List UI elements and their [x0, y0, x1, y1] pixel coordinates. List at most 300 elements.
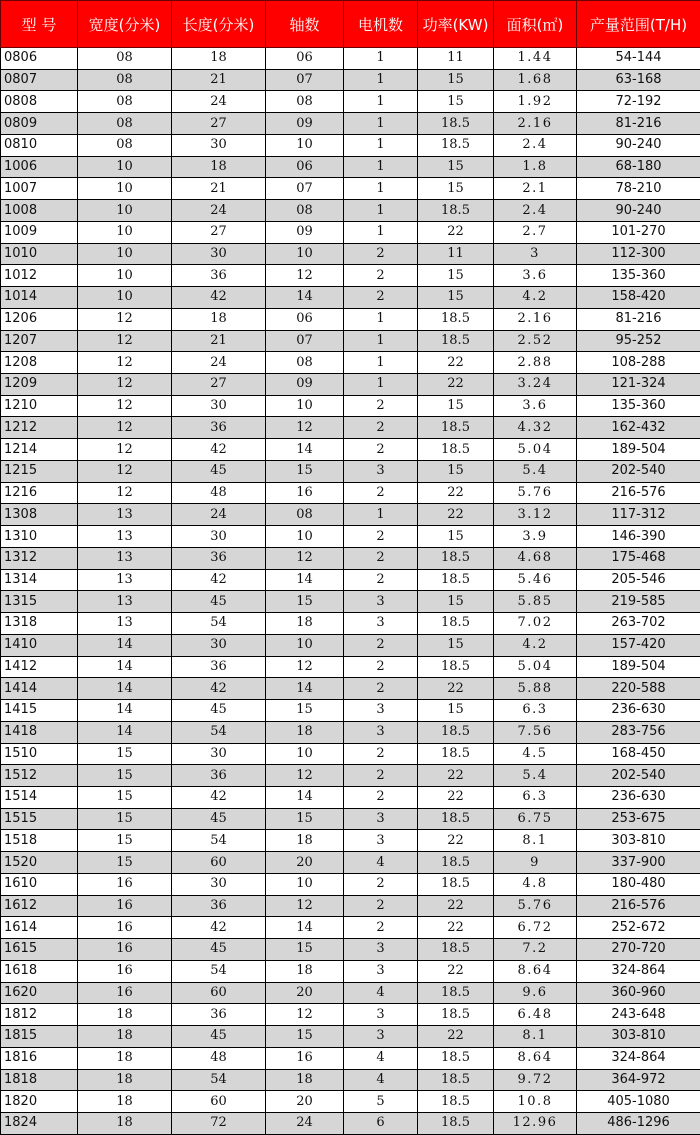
cell-model: 1014	[1, 287, 78, 309]
table-row	[1, 721, 700, 743]
cell-motors: 2	[344, 569, 418, 591]
cell-motors: 3	[344, 830, 418, 852]
cell-power: 18.5	[418, 852, 494, 874]
cell-axles: 09	[266, 374, 344, 396]
cell-axles: 09	[266, 221, 344, 243]
cell-power: 18.5	[418, 1004, 494, 1026]
cell-motors: 1	[344, 221, 418, 243]
table-row	[1, 482, 700, 504]
cell-axles: 12	[266, 895, 344, 917]
cell-power: 18.5	[418, 808, 494, 830]
cell-axles: 16	[266, 482, 344, 504]
table-row	[1, 591, 700, 613]
cell-model: 1318	[1, 613, 78, 635]
cell-width: 12	[78, 330, 172, 352]
cell-axles: 14	[266, 678, 344, 700]
cell-axles: 14	[266, 287, 344, 309]
cell-axles: 14	[266, 439, 344, 461]
cell-power: 22	[418, 960, 494, 982]
cell-width: 14	[78, 700, 172, 722]
cell-capacity: 158-420	[577, 287, 700, 309]
cell-length: 36	[172, 417, 266, 439]
cell-capacity: 108-288	[577, 352, 700, 374]
cell-width: 13	[78, 613, 172, 635]
cell-capacity: 54-144	[577, 48, 700, 70]
cell-area: 3.9	[494, 526, 577, 548]
cell-length: 30	[172, 526, 266, 548]
cell-axles: 06	[266, 156, 344, 178]
cell-width: 15	[78, 743, 172, 765]
cell-capacity: 360-960	[577, 982, 700, 1004]
cell-model: 0810	[1, 134, 78, 156]
cell-axles: 06	[266, 48, 344, 70]
cell-length: 30	[172, 395, 266, 417]
cell-axles: 18	[266, 721, 344, 743]
table-row	[1, 982, 700, 1004]
cell-motors: 1	[344, 156, 418, 178]
cell-motors: 2	[344, 743, 418, 765]
cell-power: 11	[418, 48, 494, 70]
cell-power: 15	[418, 526, 494, 548]
cell-length: 18	[172, 308, 266, 330]
cell-length: 36	[172, 547, 266, 569]
cell-length: 36	[172, 765, 266, 787]
cell-model: 1207	[1, 330, 78, 352]
cell-motors: 3	[344, 721, 418, 743]
cell-capacity: 486-1296	[577, 1112, 700, 1134]
table-row	[1, 765, 700, 787]
cell-motors: 4	[344, 982, 418, 1004]
cell-axles: 15	[266, 460, 344, 482]
cell-capacity: 405-1080	[577, 1091, 700, 1113]
table-row	[1, 743, 700, 765]
cell-area: 4.5	[494, 743, 577, 765]
cell-model: 1618	[1, 960, 78, 982]
cell-length: 54	[172, 613, 266, 635]
table-row	[1, 634, 700, 656]
cell-motors: 2	[344, 395, 418, 417]
cell-axles: 18	[266, 960, 344, 982]
cell-capacity: 112-300	[577, 243, 700, 265]
cell-length: 60	[172, 1091, 266, 1113]
cell-model: 1310	[1, 526, 78, 548]
cell-power: 18.5	[418, 613, 494, 635]
table-row	[1, 1047, 700, 1069]
table-row	[1, 960, 700, 982]
cell-width: 18	[78, 1004, 172, 1026]
cell-width: 12	[78, 395, 172, 417]
cell-axles: 12	[266, 656, 344, 678]
cell-model: 0807	[1, 69, 78, 91]
table-row	[1, 156, 700, 178]
cell-capacity: 270-720	[577, 939, 700, 961]
cell-power: 15	[418, 156, 494, 178]
cell-motors: 1	[344, 352, 418, 374]
header-capacity: 产量范围(T/H)	[577, 1, 700, 48]
cell-power: 18.5	[418, 330, 494, 352]
cell-motors: 2	[344, 482, 418, 504]
cell-motors: 5	[344, 1091, 418, 1113]
cell-width: 10	[78, 156, 172, 178]
cell-length: 30	[172, 743, 266, 765]
cell-length: 27	[172, 374, 266, 396]
cell-width: 16	[78, 895, 172, 917]
cell-length: 45	[172, 700, 266, 722]
cell-motors: 1	[344, 91, 418, 113]
cell-power: 22	[418, 917, 494, 939]
cell-motors: 2	[344, 656, 418, 678]
cell-width: 14	[78, 721, 172, 743]
cell-capacity: 78-210	[577, 178, 700, 200]
cell-axles: 12	[266, 417, 344, 439]
cell-area: 7.2	[494, 939, 577, 961]
cell-length: 45	[172, 591, 266, 613]
cell-capacity: 135-360	[577, 265, 700, 287]
cell-width: 08	[78, 48, 172, 70]
cell-axles: 20	[266, 982, 344, 1004]
cell-axles: 08	[266, 91, 344, 113]
cell-capacity: 216-576	[577, 482, 700, 504]
cell-motors: 1	[344, 330, 418, 352]
table-row	[1, 895, 700, 917]
cell-axles: 07	[266, 69, 344, 91]
cell-capacity: 81-216	[577, 113, 700, 135]
cell-axles: 08	[266, 200, 344, 222]
table-row	[1, 504, 700, 526]
cell-model: 1010	[1, 243, 78, 265]
cell-width: 16	[78, 982, 172, 1004]
cell-length: 48	[172, 1047, 266, 1069]
cell-width: 10	[78, 200, 172, 222]
cell-area: 2.52	[494, 330, 577, 352]
cell-width: 12	[78, 417, 172, 439]
cell-capacity: 95-252	[577, 330, 700, 352]
cell-model: 1615	[1, 939, 78, 961]
cell-model: 1214	[1, 439, 78, 461]
cell-length: 45	[172, 1026, 266, 1048]
cell-width: 15	[78, 808, 172, 830]
cell-width: 15	[78, 765, 172, 787]
cell-area: 2.16	[494, 113, 577, 135]
cell-axles: 10	[266, 873, 344, 895]
cell-model: 1510	[1, 743, 78, 765]
cell-width: 10	[78, 243, 172, 265]
cell-area: 8.64	[494, 960, 577, 982]
cell-width: 18	[78, 1047, 172, 1069]
cell-length: 45	[172, 939, 266, 961]
cell-capacity: 252-672	[577, 917, 700, 939]
table-row	[1, 113, 700, 135]
cell-axles: 14	[266, 786, 344, 808]
cell-area: 5.4	[494, 765, 577, 787]
table-row	[1, 134, 700, 156]
cell-model: 1208	[1, 352, 78, 374]
cell-area: 3.24	[494, 374, 577, 396]
cell-capacity: 243-648	[577, 1004, 700, 1026]
cell-length: 30	[172, 634, 266, 656]
cell-length: 36	[172, 1004, 266, 1026]
cell-capacity: 72-192	[577, 91, 700, 113]
cell-motors: 3	[344, 1026, 418, 1048]
cell-power: 22	[418, 482, 494, 504]
cell-motors: 2	[344, 417, 418, 439]
cell-axles: 10	[266, 395, 344, 417]
cell-axles: 12	[266, 765, 344, 787]
table-row	[1, 48, 700, 70]
cell-motors: 2	[344, 765, 418, 787]
cell-power: 11	[418, 243, 494, 265]
table-row	[1, 786, 700, 808]
cell-capacity: 364-972	[577, 1069, 700, 1091]
cell-model: 1206	[1, 308, 78, 330]
cell-power: 18.5	[418, 547, 494, 569]
cell-capacity: 253-675	[577, 808, 700, 830]
cell-axles: 10	[266, 526, 344, 548]
cell-model: 1820	[1, 1091, 78, 1113]
cell-axles: 12	[266, 265, 344, 287]
cell-model: 0809	[1, 113, 78, 135]
cell-capacity: 157-420	[577, 634, 700, 656]
cell-area: 1.92	[494, 91, 577, 113]
cell-power: 18.5	[418, 1112, 494, 1134]
cell-length: 18	[172, 156, 266, 178]
cell-area: 1.44	[494, 48, 577, 70]
cell-axles: 15	[266, 1026, 344, 1048]
cell-area: 5.76	[494, 895, 577, 917]
cell-width: 10	[78, 221, 172, 243]
header-length: 长度(分米)	[172, 1, 266, 48]
cell-motors: 3	[344, 591, 418, 613]
cell-motors: 1	[344, 69, 418, 91]
cell-length: 30	[172, 134, 266, 156]
cell-axles: 18	[266, 1069, 344, 1091]
cell-model: 1009	[1, 221, 78, 243]
cell-motors: 1	[344, 308, 418, 330]
table-row	[1, 808, 700, 830]
cell-model: 1415	[1, 700, 78, 722]
cell-length: 36	[172, 895, 266, 917]
cell-capacity: 216-576	[577, 895, 700, 917]
header-axles: 轴数	[266, 1, 344, 48]
table-row	[1, 308, 700, 330]
cell-power: 15	[418, 591, 494, 613]
cell-length: 30	[172, 873, 266, 895]
cell-capacity: 324-864	[577, 1047, 700, 1069]
cell-axles: 08	[266, 504, 344, 526]
cell-width: 18	[78, 1091, 172, 1113]
cell-power: 22	[418, 895, 494, 917]
cell-motors: 2	[344, 873, 418, 895]
cell-area: 3.6	[494, 265, 577, 287]
cell-area: 12.96	[494, 1112, 577, 1134]
cell-area: 2.88	[494, 352, 577, 374]
cell-length: 24	[172, 91, 266, 113]
table-row	[1, 330, 700, 352]
cell-power: 18.5	[418, 308, 494, 330]
cell-capacity: 283-756	[577, 721, 700, 743]
cell-capacity: 162-432	[577, 417, 700, 439]
cell-capacity: 121-324	[577, 374, 700, 396]
cell-power: 15	[418, 460, 494, 482]
cell-width: 13	[78, 526, 172, 548]
cell-width: 08	[78, 91, 172, 113]
table-row	[1, 1069, 700, 1091]
cell-motors: 2	[344, 287, 418, 309]
cell-length: 27	[172, 221, 266, 243]
cell-width: 13	[78, 504, 172, 526]
cell-model: 1212	[1, 417, 78, 439]
cell-length: 60	[172, 852, 266, 874]
table-row	[1, 917, 700, 939]
cell-axles: 18	[266, 830, 344, 852]
cell-motors: 2	[344, 786, 418, 808]
cell-power: 18.5	[418, 1091, 494, 1113]
cell-length: 21	[172, 178, 266, 200]
cell-power: 22	[418, 504, 494, 526]
cell-area: 8.1	[494, 830, 577, 852]
cell-motors: 1	[344, 200, 418, 222]
table-row	[1, 91, 700, 113]
cell-length: 24	[172, 504, 266, 526]
cell-motors: 2	[344, 243, 418, 265]
cell-length: 24	[172, 352, 266, 374]
table-row	[1, 678, 700, 700]
cell-width: 10	[78, 265, 172, 287]
cell-area: 6.48	[494, 1004, 577, 1026]
cell-model: 1414	[1, 678, 78, 700]
cell-length: 30	[172, 243, 266, 265]
cell-model: 1312	[1, 547, 78, 569]
cell-model: 1816	[1, 1047, 78, 1069]
cell-area: 4.68	[494, 547, 577, 569]
cell-capacity: 180-480	[577, 873, 700, 895]
cell-width: 16	[78, 939, 172, 961]
cell-motors: 2	[344, 634, 418, 656]
cell-model: 0806	[1, 48, 78, 70]
cell-capacity: 175-468	[577, 547, 700, 569]
table-row	[1, 939, 700, 961]
table-row	[1, 830, 700, 852]
table-row	[1, 1091, 700, 1113]
cell-length: 54	[172, 960, 266, 982]
cell-axles: 20	[266, 1091, 344, 1113]
cell-area: 3.12	[494, 504, 577, 526]
cell-length: 72	[172, 1112, 266, 1134]
cell-width: 16	[78, 917, 172, 939]
cell-width: 12	[78, 308, 172, 330]
cell-motors: 3	[344, 939, 418, 961]
table-row	[1, 852, 700, 874]
cell-motors: 1	[344, 48, 418, 70]
cell-model: 0808	[1, 91, 78, 113]
cell-motors: 2	[344, 439, 418, 461]
table-row	[1, 69, 700, 91]
cell-model: 1006	[1, 156, 78, 178]
cell-area: 2.7	[494, 221, 577, 243]
cell-length: 48	[172, 482, 266, 504]
cell-area: 10.8	[494, 1091, 577, 1113]
cell-power: 15	[418, 634, 494, 656]
table-row	[1, 460, 700, 482]
cell-area: 5.88	[494, 678, 577, 700]
cell-power: 22	[418, 374, 494, 396]
cell-area: 6.3	[494, 786, 577, 808]
cell-motors: 4	[344, 852, 418, 874]
cell-motors: 6	[344, 1112, 418, 1134]
cell-width: 16	[78, 960, 172, 982]
cell-model: 1520	[1, 852, 78, 874]
table-row	[1, 200, 700, 222]
table-row	[1, 439, 700, 461]
cell-motors: 3	[344, 1004, 418, 1026]
cell-power: 22	[418, 830, 494, 852]
cell-length: 45	[172, 460, 266, 482]
header-motors: 电机数	[344, 1, 418, 48]
cell-width: 15	[78, 852, 172, 874]
cell-motors: 2	[344, 526, 418, 548]
cell-length: 45	[172, 808, 266, 830]
cell-area: 3.6	[494, 395, 577, 417]
cell-motors: 4	[344, 1047, 418, 1069]
cell-axles: 06	[266, 308, 344, 330]
cell-width: 13	[78, 569, 172, 591]
cell-motors: 1	[344, 178, 418, 200]
cell-length: 60	[172, 982, 266, 1004]
cell-width: 14	[78, 678, 172, 700]
cell-capacity: 236-630	[577, 700, 700, 722]
cell-area: 5.04	[494, 439, 577, 461]
table-row	[1, 352, 700, 374]
table-row	[1, 265, 700, 287]
cell-power: 18.5	[418, 1047, 494, 1069]
cell-power: 15	[418, 178, 494, 200]
cell-axles: 15	[266, 591, 344, 613]
cell-power: 18.5	[418, 113, 494, 135]
table-row	[1, 1026, 700, 1048]
cell-capacity: 189-504	[577, 656, 700, 678]
cell-length: 18	[172, 48, 266, 70]
cell-area: 5.46	[494, 569, 577, 591]
cell-width: 16	[78, 873, 172, 895]
cell-width: 08	[78, 134, 172, 156]
table-row	[1, 547, 700, 569]
table-header	[1, 1, 700, 48]
cell-motors: 2	[344, 917, 418, 939]
cell-area: 4.32	[494, 417, 577, 439]
cell-width: 10	[78, 178, 172, 200]
cell-axles: 24	[266, 1112, 344, 1134]
cell-motors: 4	[344, 1069, 418, 1091]
cell-length: 54	[172, 1069, 266, 1091]
cell-area: 2.4	[494, 134, 577, 156]
cell-capacity: 146-390	[577, 526, 700, 548]
cell-power: 18.5	[418, 982, 494, 1004]
cell-axles: 12	[266, 1004, 344, 1026]
cell-axles: 10	[266, 134, 344, 156]
cell-width: 12	[78, 482, 172, 504]
cell-power: 18.5	[418, 134, 494, 156]
cell-width: 12	[78, 374, 172, 396]
cell-model: 1824	[1, 1112, 78, 1134]
cell-width: 13	[78, 547, 172, 569]
cell-length: 27	[172, 113, 266, 135]
cell-axles: 10	[266, 243, 344, 265]
cell-width: 14	[78, 656, 172, 678]
cell-model: 1410	[1, 634, 78, 656]
cell-capacity: 81-216	[577, 308, 700, 330]
cell-motors: 3	[344, 460, 418, 482]
cell-axles: 10	[266, 743, 344, 765]
